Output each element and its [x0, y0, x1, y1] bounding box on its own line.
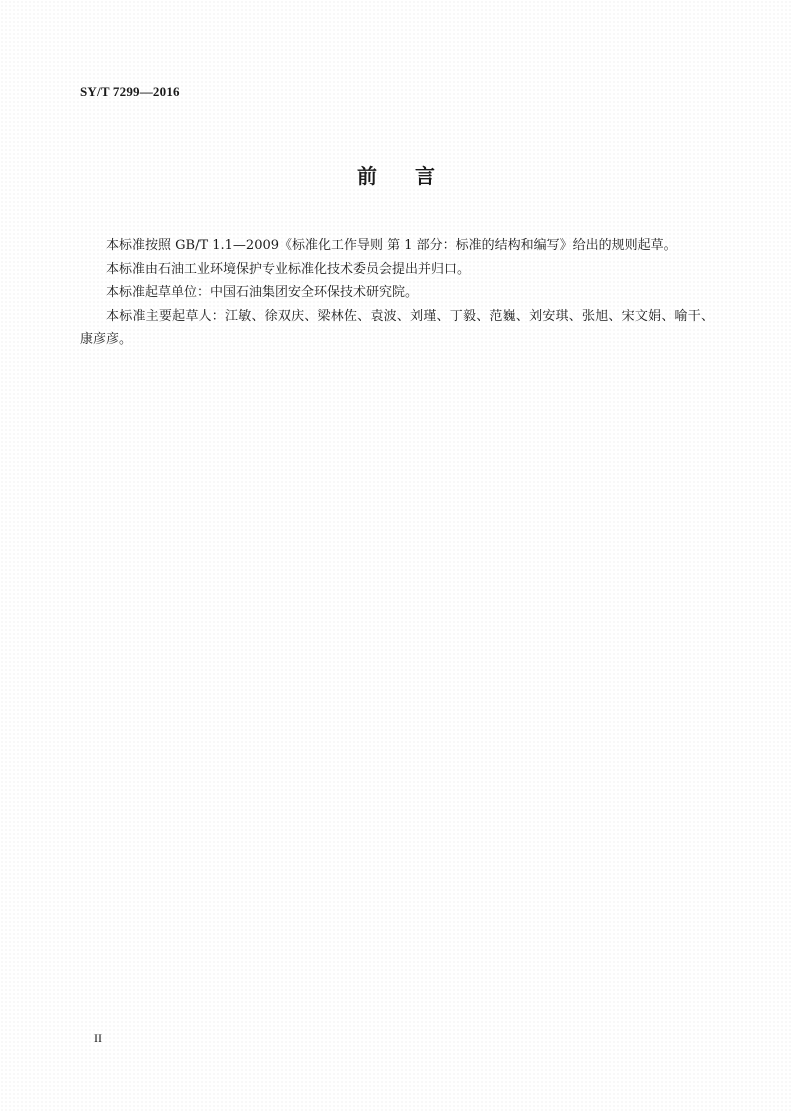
paragraph-drafting-unit: 本标准起草单位：中国石油集团安全环保技术研究院。	[106, 285, 419, 300]
page-title: 前言	[357, 164, 473, 188]
paragraph-drafters: 本标准主要起草人：江敏、徐双庆、梁林佐、袁波、刘瑾、丁毅、范巍、刘安琪、张旭、宋文娟、喻干、康彦彦。	[80, 308, 714, 347]
page-number: II	[94, 1031, 102, 1045]
preface-body	[80, 234, 714, 352]
paragraph-proposer: 本标准由石油工业环境保护专业标准化技术委员会提出并归口。	[106, 261, 471, 277]
standard-code: SY/T 7299—2016	[80, 84, 180, 99]
paragraph-drafting-rules: 本标准按照 GB/T 1.1—2009《标准化工作导则 第 1 部分：标准的结构和编写》给出的规则起草。	[106, 238, 677, 253]
